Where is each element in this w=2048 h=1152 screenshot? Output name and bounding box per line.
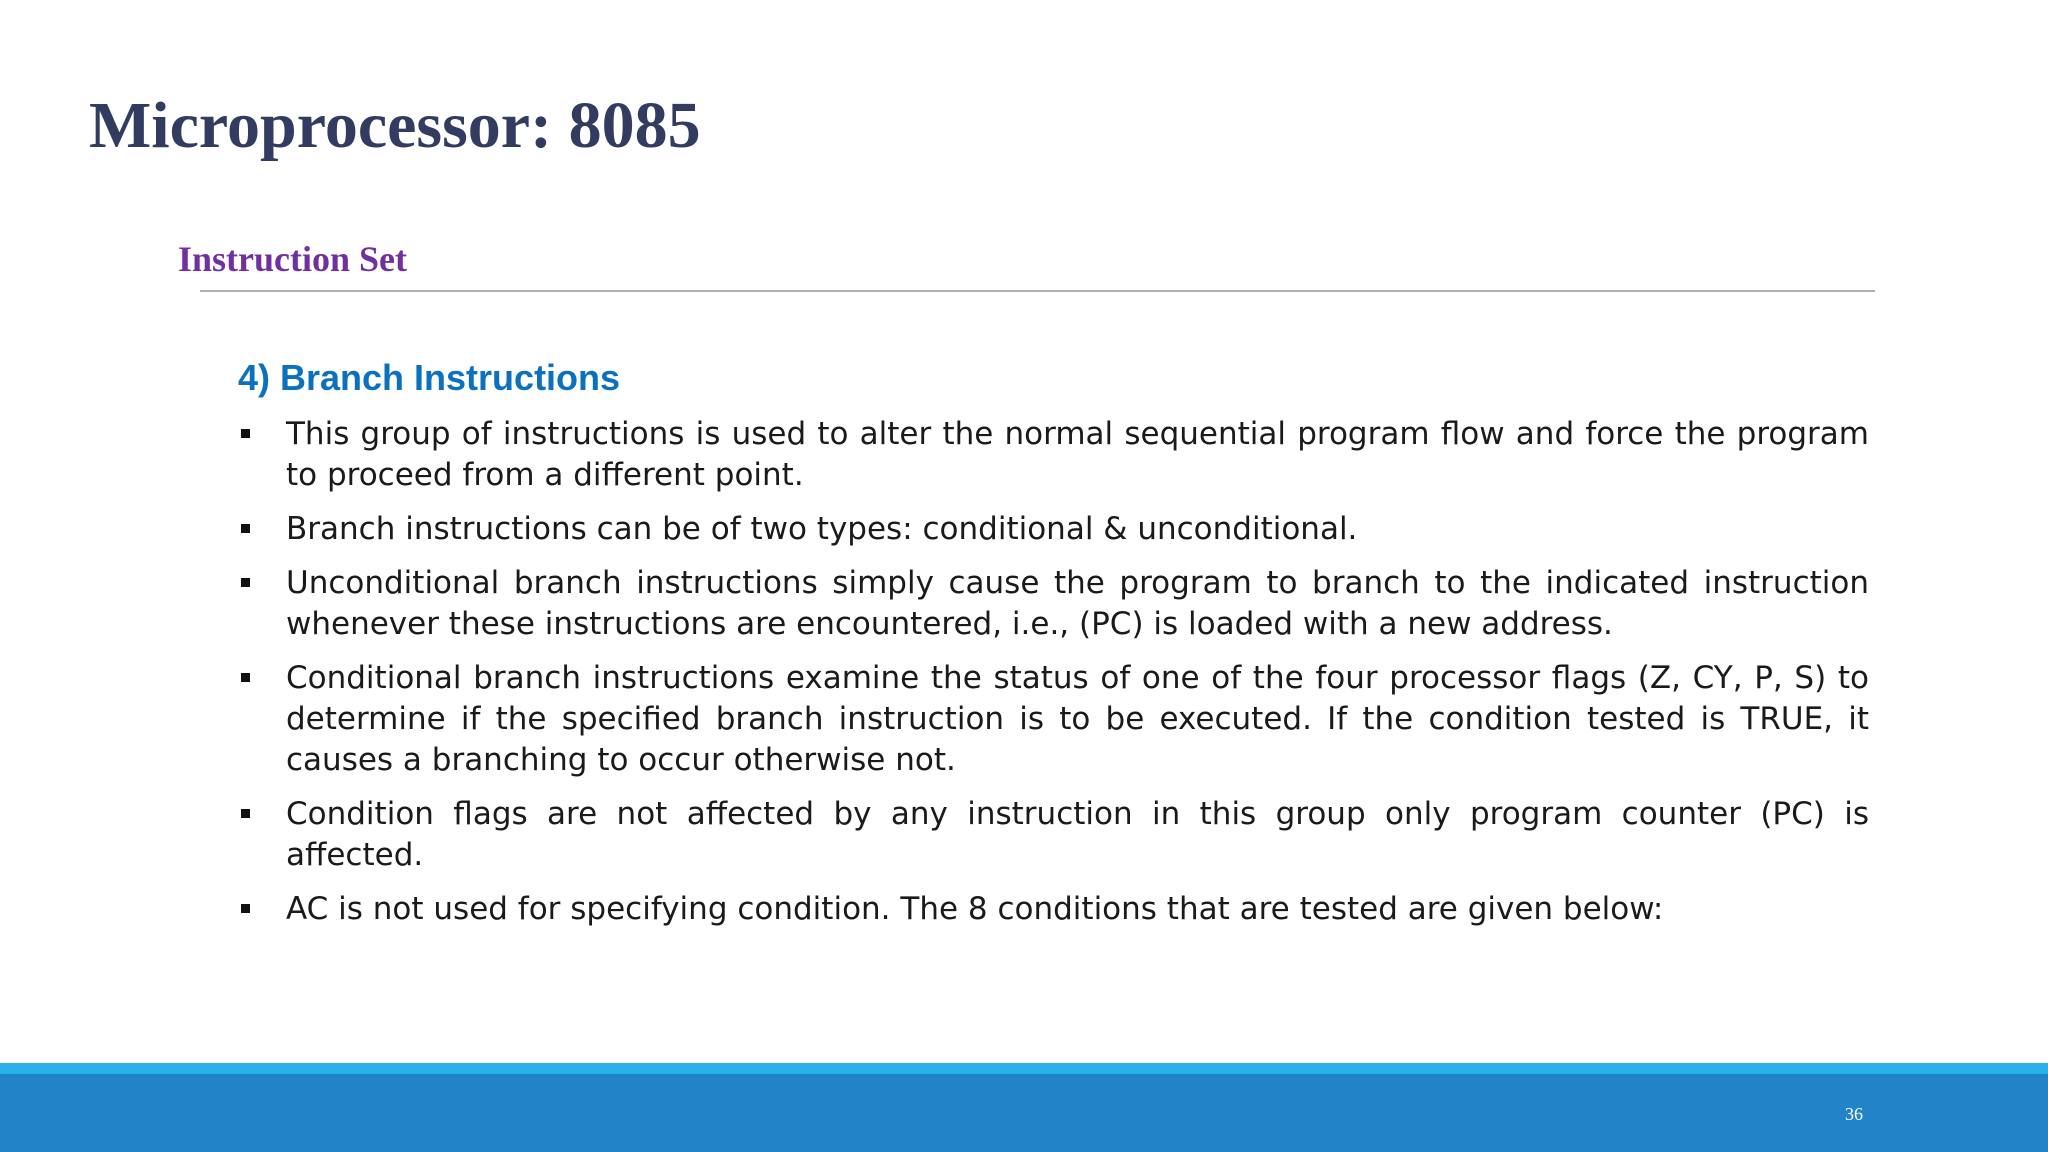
- bullet-text: Branch instructions can be of two types: conditional & unconditional.: [286, 511, 1358, 547]
- bullet-item: [238, 889, 1869, 930]
- bullet-item: [238, 563, 1869, 645]
- footer-bar: [0, 1074, 2048, 1152]
- bullet-item: [238, 509, 1869, 550]
- square-bullet-icon: [241, 578, 250, 587]
- square-bullet-icon: [241, 673, 250, 682]
- square-bullet-icon: [241, 904, 250, 913]
- square-bullet-icon: [241, 524, 250, 533]
- slide-subtitle: Instruction Set: [178, 239, 408, 279]
- square-bullet-icon: [241, 809, 250, 818]
- bullet-list: [238, 414, 1869, 943]
- bullet-item: [238, 794, 1869, 876]
- section-heading: 4) Branch Instructions: [238, 357, 621, 398]
- bullet-item: [238, 414, 1869, 496]
- bullet-item: [238, 658, 1869, 781]
- subtitle-divider: [200, 290, 1875, 292]
- square-bullet-icon: [241, 429, 250, 438]
- bullet-text: AC is not used for specifying condition. The 8 conditions that are tested are given below:: [286, 891, 1664, 927]
- bullet-text: This group of instructions is used to alter the normal sequential program flow and force the program to proceed from a different point.: [286, 416, 1869, 493]
- bullet-text: Unconditional branch instructions simply cause the program to branch to the indicated instruction whenever these instructions are encountered, i.e., (PC) is loaded with a new address.: [286, 565, 1869, 642]
- page-number: 36: [1845, 1104, 1863, 1124]
- bullet-text: Condition flags are not affected by any instruction in this group only program counter (PC) is affected.: [286, 796, 1869, 873]
- footer-accent-strip: [0, 1063, 2048, 1074]
- bullet-text: Conditional branch instructions examine the status of one of the four processor flags (Z, CY, P, S) to determine if the specified branch instruction is to be executed. If the condition tested is TRUE, it causes a branching to occur otherwise not.: [286, 660, 1869, 778]
- slide-title: Microprocessor: 8085: [89, 89, 701, 162]
